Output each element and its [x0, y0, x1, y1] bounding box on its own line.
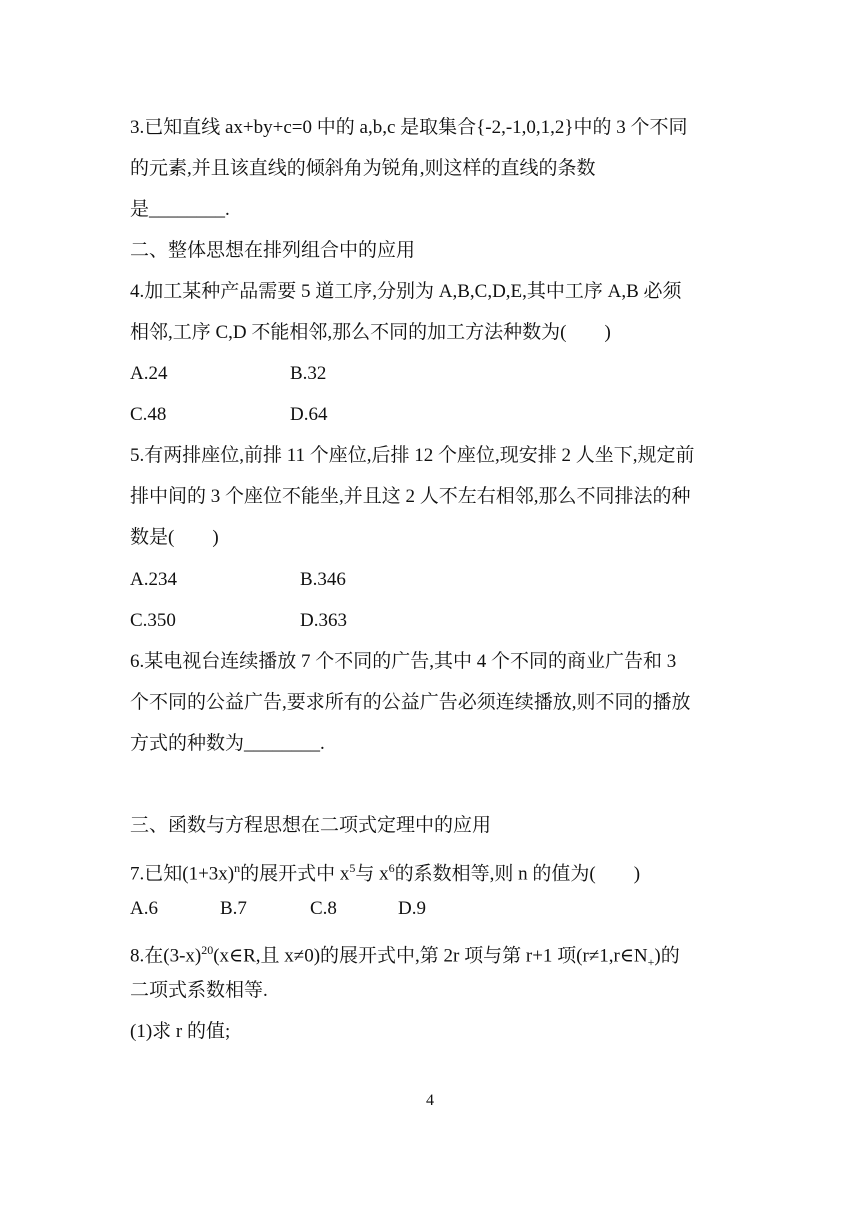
- question-8-subscript-plus: +: [647, 955, 655, 970]
- question-7-text-mid2: 与 x: [355, 863, 389, 885]
- question-5-line-2: 排中间的 3 个座位不能坐,并且这 2 人不左右相邻,那么不同排法的种: [130, 486, 691, 507]
- question-5-option-a: A.234: [130, 569, 177, 590]
- question-4-option-a: A.24: [130, 363, 168, 384]
- question-7-option-a: A.6: [130, 898, 158, 919]
- question-5-option-d: D.363: [300, 610, 347, 631]
- page-number: 4: [426, 1092, 434, 1109]
- question-3-line-3: 是________.: [130, 199, 230, 220]
- question-7-option-d: D.9: [398, 898, 426, 919]
- question-3-line-2: 的元素,并且该直线的倾斜角为锐角,则这样的直线的条数: [130, 158, 596, 179]
- question-7-option-b: B.7: [220, 898, 247, 919]
- question-8-text-post: )的: [654, 945, 680, 967]
- question-3-line-1: 3.已知直线 ax+by+c=0 中的 a,b,c 是取集合{-2,-1,0,1,2}中的 3 个不同: [130, 117, 688, 138]
- question-8-text-pre: 8.在(3-x): [130, 945, 202, 967]
- question-5-line-1: 5.有两排座位,前排 11 个座位,后排 12 个座位,现安排 2 人坐下,规定前: [130, 445, 695, 466]
- question-4-option-b: B.32: [290, 363, 327, 384]
- question-8-text-mid: (x∈R,且 x≠0)的展开式中,第 2r 项与第 r+1 项(r≠1,r∈N: [213, 945, 648, 967]
- question-6-line-2: 个不同的公益广告,要求所有的公益广告必须连续播放,则不同的播放: [130, 692, 691, 713]
- question-7-text-post: 的系数相等,则 n 的值为( ): [394, 863, 641, 885]
- question-5-option-c: C.350: [130, 610, 176, 631]
- question-4-line-2: 相邻,工序 C,D 不能相邻,那么不同的加工方法种数为( ): [130, 322, 611, 343]
- question-6-line-3: 方式的种数为________.: [130, 733, 325, 754]
- question-8-line-2: 二项式系数相等.: [130, 980, 268, 1001]
- question-4-option-c: C.48: [130, 404, 167, 425]
- question-6-line-1: 6.某电视台连续播放 7 个不同的广告,其中 4 个不同的商业广告和 3: [130, 651, 677, 672]
- question-7-exponent-n: n: [234, 861, 241, 875]
- question-7-line-1: [130, 856, 640, 886]
- question-4-line-1: 4.加工某种产品需要 5 道工序,分别为 A,B,C,D,E,其中工序 A,B 必须: [130, 281, 682, 302]
- section-2-heading: 二、整体思想在排列组合中的应用: [130, 240, 416, 261]
- question-5-line-3: 数是( ): [130, 527, 219, 548]
- question-4-option-d: D.64: [290, 404, 328, 425]
- question-7-text-mid1: 的展开式中 x: [240, 863, 350, 885]
- question-8-part-1: (1)求 r 的值;: [130, 1021, 231, 1042]
- question-8-line-1: [130, 938, 680, 974]
- question-5-option-b: B.346: [300, 569, 346, 590]
- question-7-option-c: C.8: [310, 898, 337, 919]
- question-7-exponent-6: 6: [388, 861, 395, 875]
- question-7-text-pre: 7.已知(1+3x): [130, 863, 235, 885]
- section-3-heading: 三、函数与方程思想在二项式定理中的应用: [130, 815, 492, 836]
- question-7-exponent-5: 5: [349, 861, 356, 875]
- question-8-exponent-20: 20: [201, 943, 214, 957]
